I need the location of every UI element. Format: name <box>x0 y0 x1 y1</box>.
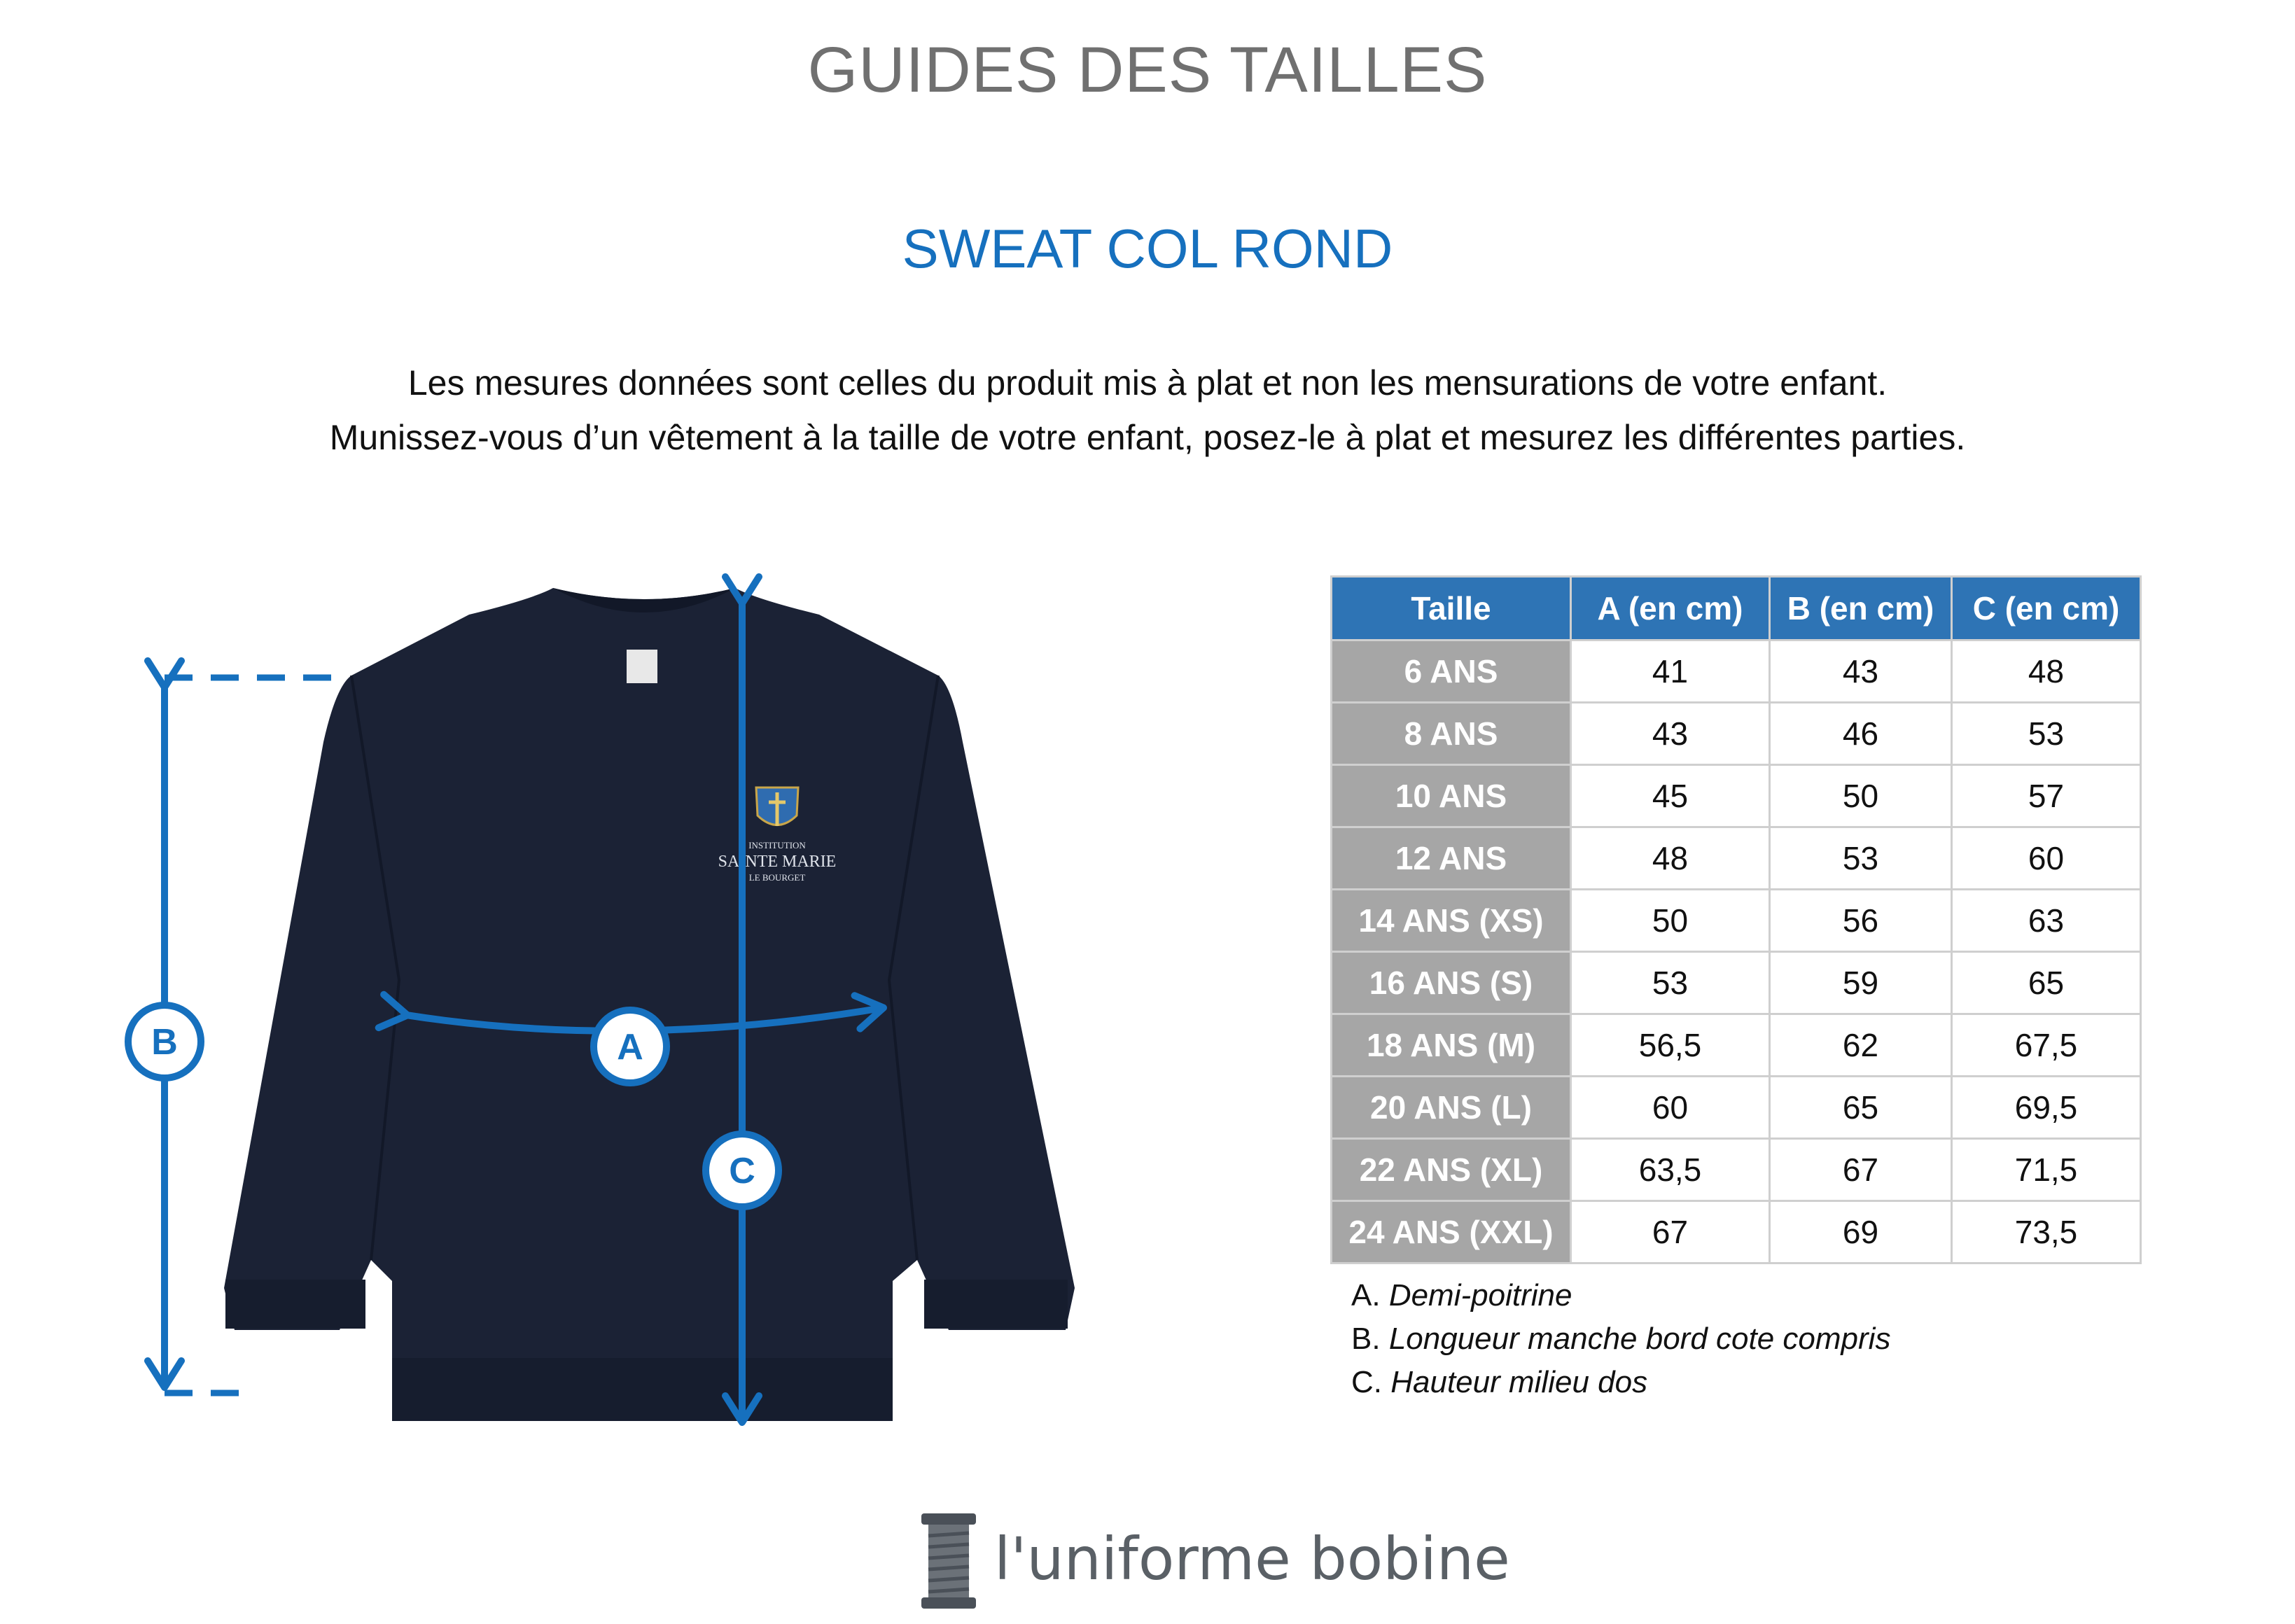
a-cell: 48 <box>1571 827 1770 890</box>
marker-a-label: A <box>617 1027 643 1068</box>
legend-key: B. <box>1351 1322 1381 1356</box>
a-cell: 56,5 <box>1571 1014 1770 1077</box>
marker-b-label: B <box>151 1022 178 1063</box>
b-cell: 43 <box>1770 640 1952 703</box>
marker-b <box>128 1005 201 1078</box>
table-row <box>1332 827 2141 890</box>
table-row <box>1332 952 2141 1014</box>
b-cell: 65 <box>1770 1077 1952 1139</box>
size-cell: 12 ANS <box>1332 827 1571 890</box>
c-cell: 71,5 <box>1952 1139 2141 1201</box>
header-taille: Taille <box>1332 577 1571 640</box>
a-cell: 41 <box>1571 640 1770 703</box>
table-row <box>1332 1077 2141 1139</box>
legend-text: Longueur manche bord cote compris <box>1388 1322 1891 1356</box>
sweatshirt-figure <box>105 532 1099 1442</box>
b-cell: 46 <box>1770 703 1952 765</box>
marker-a <box>594 1010 667 1083</box>
intro-line-1: Les mesures données sont celles du produit mis à plat et non les mensurations de votre enfant. <box>407 363 1888 402</box>
legend-item-b <box>1351 1317 1890 1361</box>
left-cuff <box>225 1280 365 1329</box>
size-cell: 18 ANS (M) <box>1332 1014 1571 1077</box>
table-row <box>1332 703 2141 765</box>
header-c: C (en cm) <box>1952 577 2141 640</box>
a-cell: 45 <box>1571 765 1770 827</box>
a-cell: 50 <box>1571 890 1770 952</box>
c-cell: 67,5 <box>1952 1014 2141 1077</box>
legend-key: C. <box>1351 1365 1382 1399</box>
crest-line-1: INSTITUTION <box>748 840 806 850</box>
table-row <box>1332 1014 2141 1077</box>
marker-c <box>706 1134 779 1207</box>
size-cell: 24 ANS (XXL) <box>1332 1201 1571 1264</box>
brand-name: l'uniforme bobine <box>994 1525 1510 1593</box>
table-row <box>1332 640 2141 703</box>
legend-item-a <box>1351 1274 1890 1317</box>
table-row <box>1332 765 2141 827</box>
sweatshirt-illustration <box>105 532 1099 1442</box>
product-title: SWEAT COL ROND <box>902 218 1393 279</box>
c-cell: 73,5 <box>1952 1201 2141 1264</box>
b-cell: 59 <box>1770 952 1952 1014</box>
crest-line-3: LE BOURGET <box>748 872 806 883</box>
table-header-row <box>1332 577 2141 640</box>
a-cell: 43 <box>1571 703 1770 765</box>
c-cell: 53 <box>1952 703 2141 765</box>
c-cell: 60 <box>1952 827 2141 890</box>
size-cell: 8 ANS <box>1332 703 1571 765</box>
size-cell: 10 ANS <box>1332 765 1571 827</box>
legend-text: Demi-poitrine <box>1388 1278 1572 1312</box>
size-cell: 6 ANS <box>1332 640 1571 703</box>
a-cell: 60 <box>1571 1077 1770 1139</box>
marker-c-label: C <box>729 1151 755 1191</box>
b-cell: 62 <box>1770 1014 1952 1077</box>
c-cell: 48 <box>1952 640 2141 703</box>
c-cell: 63 <box>1952 890 2141 952</box>
right-cuff <box>924 1280 1068 1329</box>
b-cell: 56 <box>1770 890 1952 952</box>
legend-key: A. <box>1351 1278 1381 1312</box>
b-cell: 67 <box>1770 1139 1952 1201</box>
size-cell: 22 ANS (XL) <box>1332 1139 1571 1201</box>
brand-logo <box>917 1512 1510 1610</box>
c-cell: 69,5 <box>1952 1077 2141 1139</box>
a-cell: 63,5 <box>1571 1139 1770 1201</box>
size-tag <box>627 650 657 683</box>
a-cell: 67 <box>1571 1201 1770 1264</box>
thread-spool-icon <box>917 1512 980 1610</box>
size-cell: 16 ANS (S) <box>1332 952 1571 1014</box>
crest-line-2: SAINTE MARIE <box>718 853 837 871</box>
hem-band <box>392 1358 893 1421</box>
c-cell: 57 <box>1952 765 2141 827</box>
c-cell: 65 <box>1952 952 2141 1014</box>
b-cell: 69 <box>1770 1201 1952 1264</box>
header-a: A (en cm) <box>1571 577 1770 640</box>
legend-item-c <box>1351 1361 1890 1404</box>
legend-text: Hauteur milieu dos <box>1390 1365 1648 1399</box>
size-cell: 14 ANS (XS) <box>1332 890 1571 952</box>
measurement-legend <box>1351 1274 1890 1404</box>
intro-text <box>0 356 2295 465</box>
table-row <box>1332 1139 2141 1201</box>
a-cell: 53 <box>1571 952 1770 1014</box>
b-cell: 53 <box>1770 827 1952 890</box>
b-cell: 50 <box>1770 765 1952 827</box>
intro-line-2: Munissez-vous d’un vêtement à la taille de votre enfant, posez-le à plat et mesurez les différentes parties. <box>329 418 1966 457</box>
table-row <box>1332 1201 2141 1264</box>
table-row <box>1332 890 2141 952</box>
size-cell: 20 ANS (L) <box>1332 1077 1571 1139</box>
header-b: B (en cm) <box>1770 577 1952 640</box>
page-title: GUIDES DES TAILLES <box>807 34 1488 106</box>
size-table <box>1330 575 2142 1264</box>
